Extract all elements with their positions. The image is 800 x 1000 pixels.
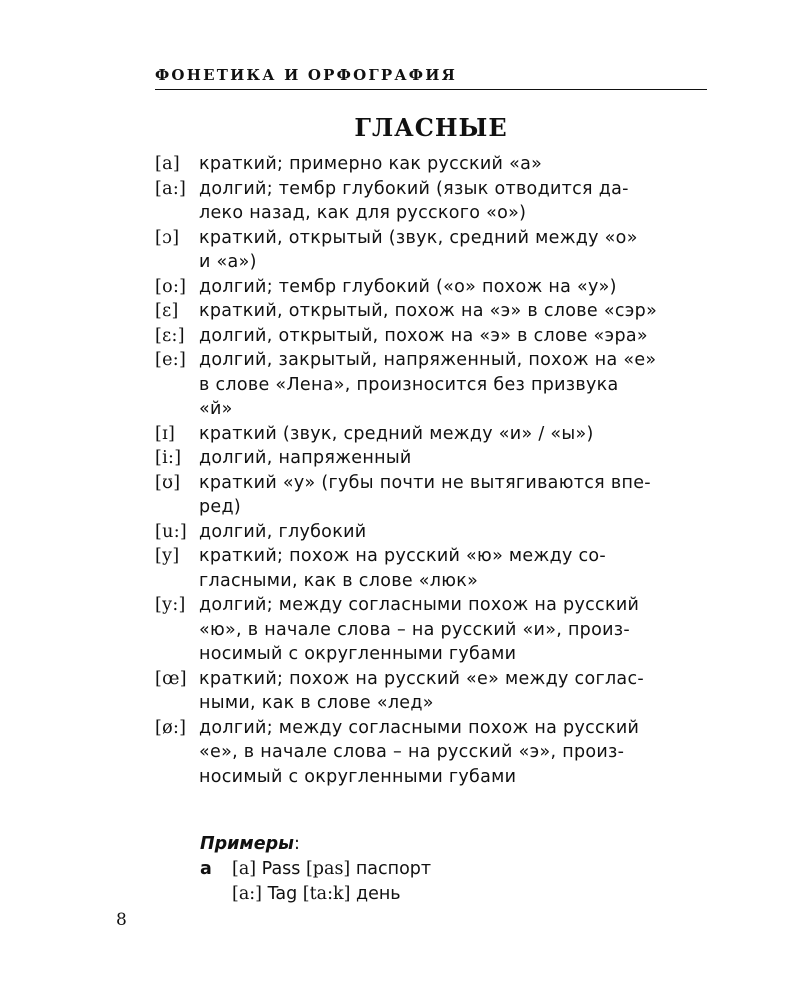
- description-line: «ю», в начале слова – на русский «и», произ-: [199, 619, 630, 640]
- vowel-entry: [155, 471, 715, 520]
- vowel-entry: [155, 446, 715, 471]
- description-line: гласными, как в слове «люк»: [199, 570, 479, 591]
- description-line: краткий (звук, средний между «и» / «ы»): [199, 423, 594, 444]
- example-line: [232, 857, 700, 882]
- description-line: ред): [199, 497, 242, 517]
- description-line: в слове «Лена», произносится без призвука: [199, 374, 619, 395]
- example-letter-spacer: [200, 882, 232, 907]
- examples-heading-colon: :: [293, 834, 300, 854]
- vowel-symbol: [i:]: [155, 448, 182, 468]
- vowel-description: [199, 446, 715, 471]
- description-line: «е», в начале слова – на русский «э», произ-: [199, 742, 625, 762]
- vowel-entry: [155, 544, 715, 593]
- vowel-entry: [155, 226, 715, 275]
- description-line: долгий, закрытый, напряженный, похож на «е»: [199, 350, 657, 370]
- example-line: [232, 882, 700, 907]
- section-title: ГЛАСНЫЕ: [354, 113, 508, 142]
- description-line: долгий, открытый, похож на «э» в слове «эра»: [199, 325, 648, 346]
- examples-heading: [200, 831, 700, 857]
- vowel-symbol: [ʊ]: [155, 472, 181, 493]
- description-line: краткий; похож на русский «е» между соглас-: [199, 668, 644, 689]
- vowel-description: [199, 324, 715, 349]
- vowel-symbol: [ɪ]: [155, 423, 176, 444]
- examples-heading-text: Примеры: [200, 834, 294, 854]
- description-line: долгий; тембр глубокий (язык отводится да-: [199, 178, 629, 199]
- running-title: ФОНЕТИКА И ОРФОГРАФИЯ: [155, 66, 707, 90]
- vowel-description: [199, 471, 715, 520]
- description-line: краткий, открытый, похож на «э» в слове «сэр»: [199, 301, 658, 321]
- vowel-symbol: [y:]: [155, 595, 186, 615]
- description-line: долгий, глубокий: [199, 521, 367, 542]
- description-line: носимый с округленными губами: [199, 766, 517, 787]
- vowel-description: [199, 593, 715, 667]
- vowel-entry: [155, 667, 715, 716]
- vowel-symbol: [œ]: [155, 668, 187, 689]
- description-line: краткий, открытый (звук, средний между «о»: [199, 227, 638, 248]
- vowel-symbol: [y]: [155, 546, 180, 566]
- example-word: Pass: [261, 859, 301, 879]
- description-line: краткий; похож на русский «ю» между со-: [199, 546, 607, 566]
- description-line: носимый с округленными губами: [199, 644, 517, 664]
- example-translation: паспорт: [355, 859, 432, 879]
- example-transcription: [pas]: [305, 859, 351, 879]
- description-line: краткий; примерно как русский «а»: [199, 154, 543, 174]
- example-ipa: [a]: [232, 859, 257, 879]
- vowel-symbol: [ɛ:]: [155, 325, 185, 346]
- vowel-description: [199, 667, 715, 716]
- vowel-entry: [155, 593, 715, 667]
- description-line: краткий «у» (губы почти не вытягиваются впе-: [199, 472, 651, 493]
- vowel-description: [199, 422, 715, 447]
- vowel-description: [199, 275, 715, 300]
- description-line: и «а»): [199, 252, 257, 272]
- vowel-description: [199, 544, 715, 593]
- vowel-symbol: [a]: [155, 154, 180, 174]
- description-line: долгий; между согласными похож на русский: [199, 595, 640, 615]
- vowel-entry: [155, 324, 715, 349]
- example-letter: a: [200, 859, 212, 879]
- vowel-symbol: [ɔ]: [155, 227, 180, 248]
- vowel-entry: [155, 520, 715, 545]
- vowel-entry: [155, 299, 715, 324]
- vowel-entry: [155, 422, 715, 447]
- example-ipa: [a:]: [232, 884, 262, 904]
- vowel-symbol: [ø:]: [155, 717, 187, 738]
- vowel-symbol: [a:]: [155, 178, 187, 199]
- description-line: леко назад, как для русского «о»): [199, 203, 527, 223]
- description-line: долгий; тембр глубокий («о» похож на «у»): [199, 276, 617, 297]
- vowel-entry: [155, 716, 715, 790]
- description-line: долгий, напряженный: [199, 448, 412, 468]
- vowel-symbol: [ɛ]: [155, 301, 179, 321]
- example-word: Tag: [267, 884, 298, 904]
- vowel-description: [199, 716, 715, 790]
- example-row: [200, 857, 700, 882]
- vowel-symbol: [e:]: [155, 350, 187, 370]
- vowel-symbol: [u:]: [155, 521, 188, 542]
- vowel-entry: [155, 177, 715, 226]
- description-line: «й»: [199, 399, 233, 419]
- examples-block: [200, 831, 700, 907]
- example-transcription: [ta:k]: [302, 884, 351, 904]
- vowel-description: [199, 348, 715, 422]
- vowel-entry: [155, 275, 715, 300]
- vowel-entry: [155, 348, 715, 422]
- vowel-description: [199, 177, 715, 226]
- example-translation: день: [355, 884, 401, 904]
- vowel-entry: [155, 152, 715, 177]
- vowel-symbol: [o:]: [155, 276, 187, 297]
- vowel-description: [199, 299, 715, 324]
- vowel-description: [199, 520, 715, 545]
- example-row: [200, 882, 700, 907]
- vowel-list: [155, 152, 715, 789]
- vowel-description: [199, 152, 715, 177]
- description-line: долгий; между согласными похож на русский: [199, 717, 640, 738]
- page-number: 8: [116, 910, 127, 930]
- description-line: ными, как в слове «лед»: [199, 693, 434, 713]
- vowel-description: [199, 226, 715, 275]
